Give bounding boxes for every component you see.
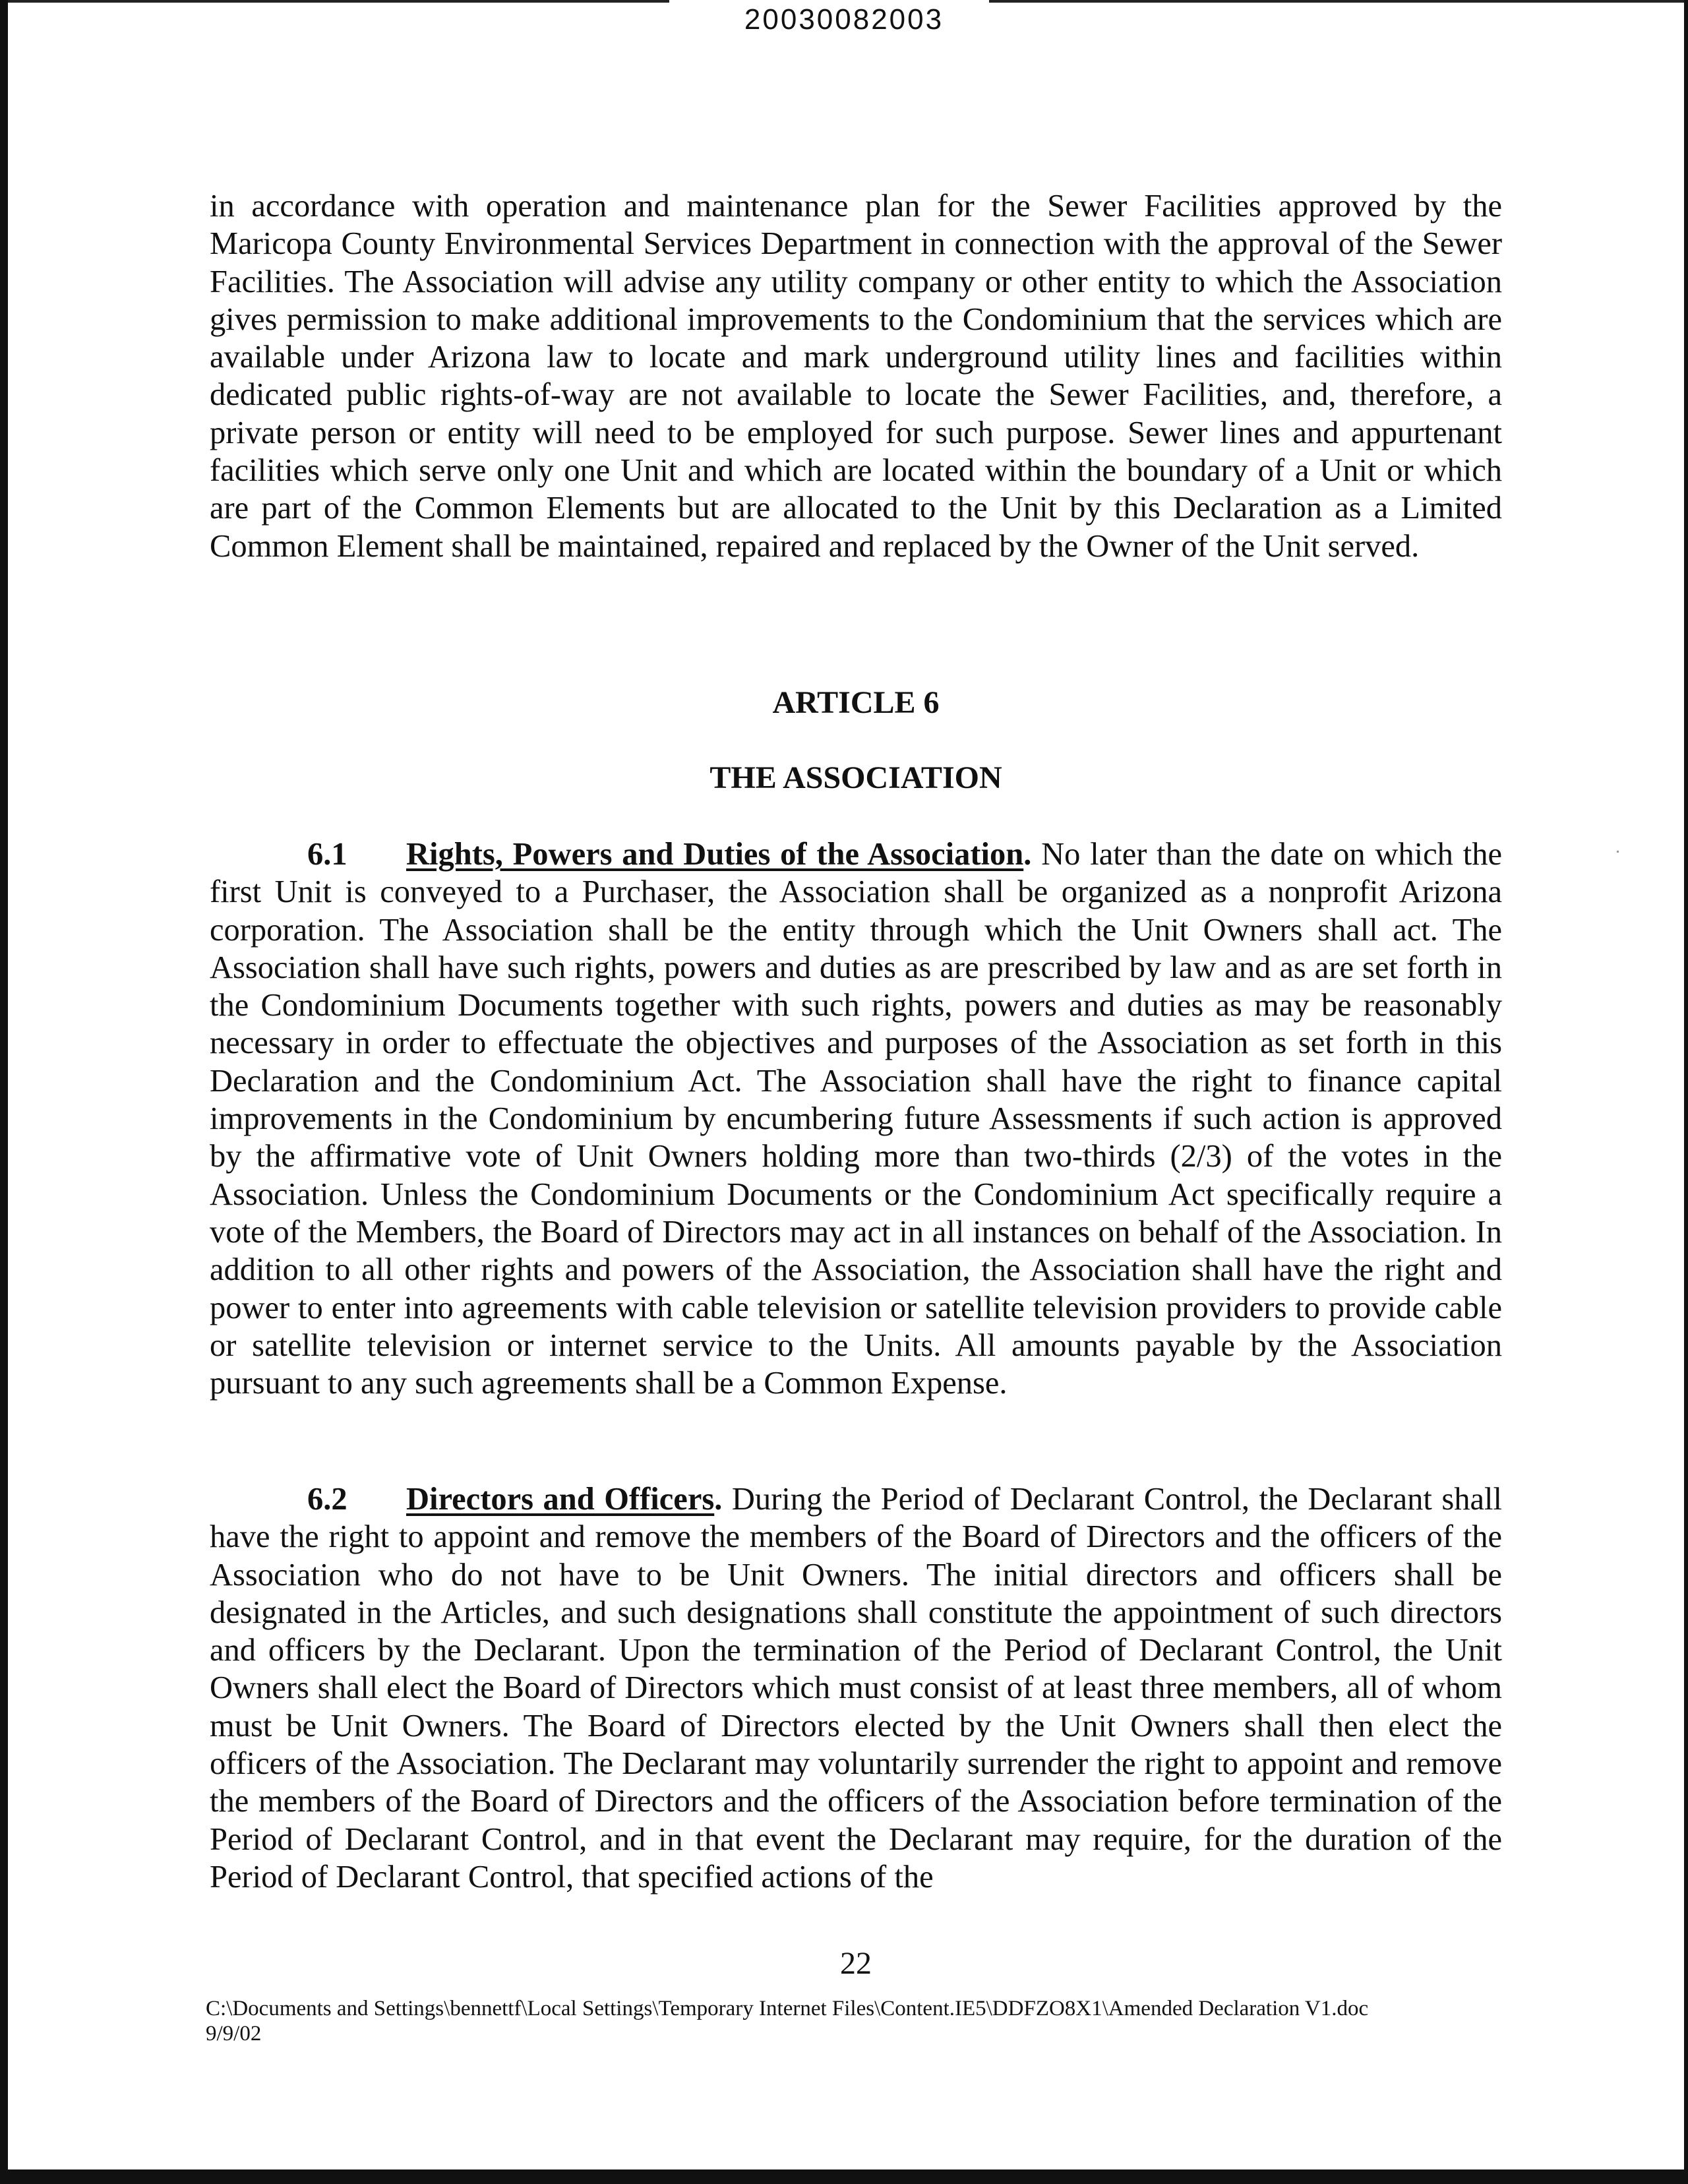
section-number: 6.2 [307, 1482, 347, 1517]
section-paragraph [210, 835, 1502, 1402]
section-title-period: . [714, 1482, 723, 1517]
section-6-2 [210, 1480, 1502, 1896]
section-paragraph [210, 1480, 1502, 1896]
footer-date: 9/9/02 [206, 2022, 262, 2046]
section-text: During the Period of Declarant Control, the Declarant shall have the right to appoint and remove the members of the Board of Directors and the officers of the Association who do not have to be Unit Owners. The initial directors and officers shall be designated in the Articles, and such designations shall constitute the appointment of such directors and officers by the Declarant. Upon the termination of the Period of Declarant Control, the Unit Owners shall elect the Board of Directors which must consist of at least three members, all of whom must be Unit Owners. The Board of Directors elected by the Unit Owners shall then elect the officers of the Association. The Declarant may voluntarily surrender the right to appoint and remove the members of the Board of Directors and the officers of the Association before termination of the Period of Declarant Control, and in that event the Declarant may require, for the duration of the Period of Declarant Control, that specified actions of the [210, 1482, 1502, 1895]
continuation-paragraph-block [210, 187, 1502, 565]
document-id: 20030082003 [744, 3, 944, 36]
section-number: 6.1 [307, 837, 347, 872]
scan-border-left [0, 0, 8, 2184]
continuation-paragraph: in accordance with operation and maintenance plan for the Sewer Facilities approved by the Maricopa County Environmental Services Department in connection with the approval of the Sewer Facilities. The Association will advise any utility company or other entity to which the Association gives permission to make additional improvements to the Condominium that the services which are available under Arizona law to locate and mark underground utility lines and facilities within dedicated public rights-of-way are not available to locate the Sewer Facilities, and, therefore, a private person or entity will need to be employed for such purpose. Sewer lines and appurtenant facilities which serve only one Unit and which are located within the boundary of a Unit or which are part of the Common Elements but are allocated to the Unit by this Declaration as a Limited Common Element shall be maintained, repaired and replaced by the Owner of the Unit served. [210, 189, 1502, 564]
section-title: Rights, Powers and Duties of the Association [406, 837, 1024, 872]
article-title: THE ASSOCIATION [709, 760, 1002, 795]
page-number: 22 [840, 1946, 872, 1981]
scan-border-bottom [0, 2169, 1688, 2184]
section-title: Directors and Officers [406, 1482, 715, 1517]
section-title-period: . [1023, 837, 1032, 872]
scan-border-right [1684, 0, 1688, 2184]
scan-speck [1617, 851, 1619, 853]
footer-file-path: C:\Documents and Settings\bennettf\Local Settings\Temporary Internet Files\Content.IE5\DDFZO8X1\Amended Declaration V1.doc [206, 1997, 1369, 2020]
section-text: No later than the date on which the first Unit is conveyed to a Purchaser, the Association shall be organized as a nonprofit Arizona corporation. The Association shall be the entity through which the Unit Owners shall act. The Association shall have such rights, powers and duties as are prescribed by law and as are set forth in the Condominium Documents together with such rights, powers and duties as may be reasonably necessary in order to effectuate the objectives and purposes of the Association as set forth in this Declaration and the Condominium Act. The Association shall have the right to finance capital improvements in the Condominium by encumbering future Assessments if such action is approved by the affirmative vote of Unit Owners holding more than two-thirds (2/3) of the votes in the Association. Unless the Condominium Documents or the Condominium Act specifically require a vote of the Members, the Board of Directors may act in all instances on behalf of the Association. In addition to all other rights and powers of the Association, the Association shall have the right and power to enter into agreements with cable television or satellite television providers to provide cable or satellite television or internet service to the Units. All amounts payable by the Association pursuant to any such agreements shall be a Common Expense. [210, 837, 1502, 1401]
article-heading: ARTICLE 6 [772, 685, 940, 720]
section-6-1 [210, 835, 1502, 1402]
